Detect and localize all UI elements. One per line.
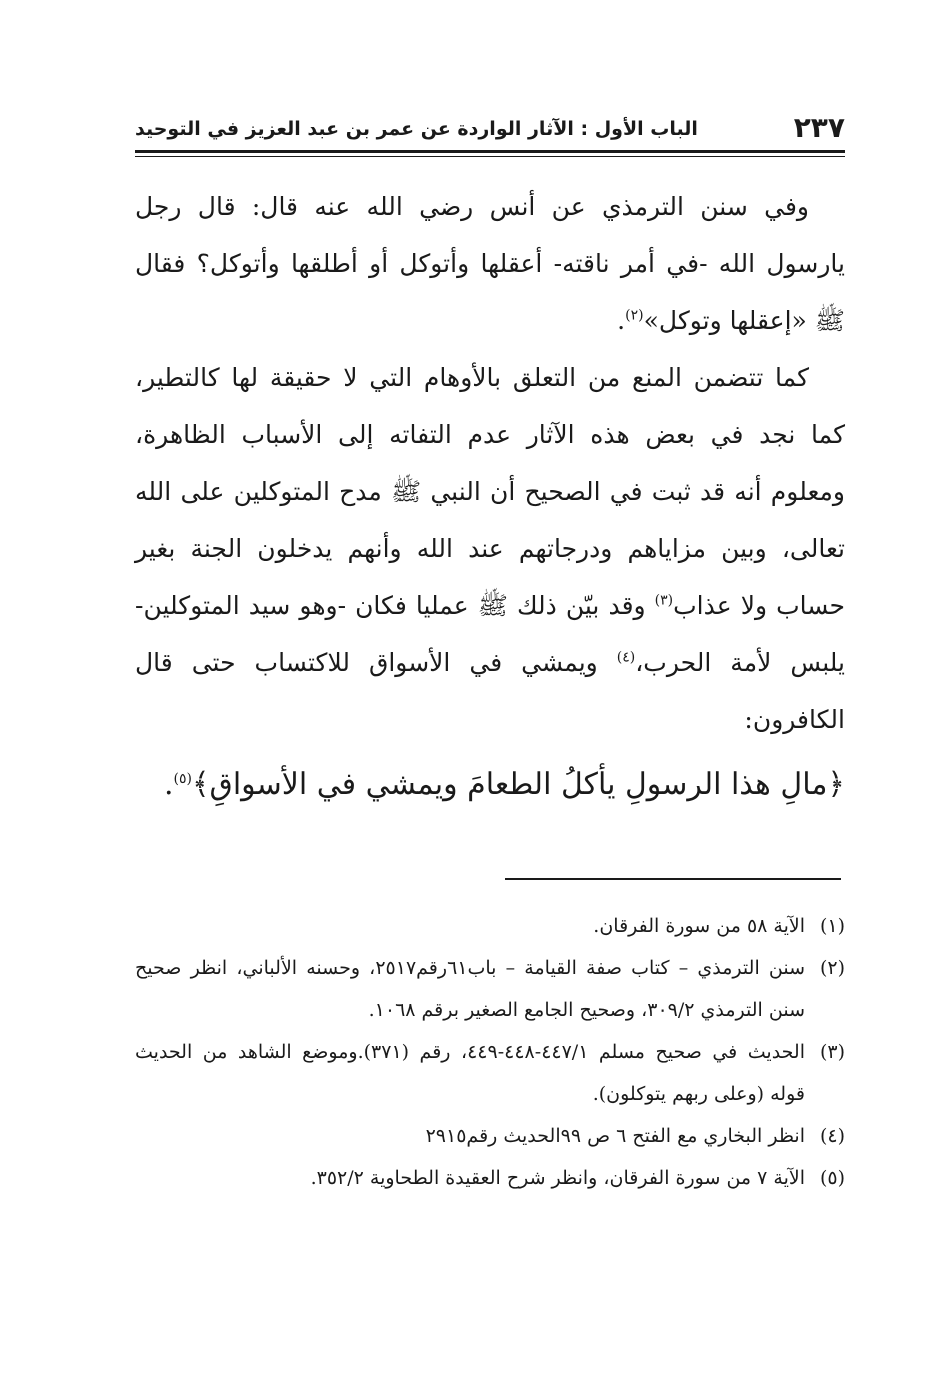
footnote-ref-3[interactable]: (٣) [654,592,674,609]
header-rule-thin [135,156,845,157]
quran-verse-text: ﴿مالِ هذا الرسولِ يأكلُ الطعامَ ويمشي في الأسواقِ﴾ [191,767,845,802]
footnote-5 [135,1157,845,1199]
paragraph-2 [135,349,845,748]
quran-verse [135,752,845,818]
footnote-text: الآية ٧ من سورة الفرقان، وانظر شرح العقيدة الطحاوية ٣٥٢/٢. [310,1167,805,1189]
paragraph-2-part-1: كما تتضمن المنع من التعلق بالأوهام التي لا حقيقة لها كالتطير، كما نجد في بعض هذه الآثار عدم التفاته إلى الأسباب الظاهرة، ومعلوم أنه قد ثبت في الصحيح أن النبي ﷺ مدح المتوكلين على الله تعالى، وبين مزاياهم ودرجاتهم عند الله وأنهم يدخلون الجنة بغير حساب ولا عذاب [135,363,845,620]
footnote-number: (٣) [819,1041,845,1063]
quran-verse-tail: . [163,767,174,802]
footnote-text: سنن الترمذي – كتاب صفة القيامة – باب٦١رقم٢٥١٧، وحسنه الألباني، انظر صحيح سنن الترمذي ٣٠٩/٢، وصحيح الجامع الصغير برقم ١٠٦٨. [135,957,806,1021]
footnote-number: (٥) [819,1167,845,1189]
footnote-text: الآية ٥٨ من سورة الفرقان. [593,915,805,937]
footnote-1 [135,905,845,947]
footnote-number: (١) [819,915,845,937]
paragraph-2-part-2: وقد بيّن ذلك ﷺ عمليا فكان -وهو سيد المتوكلين- يلبس لأمة الحرب، [135,591,845,677]
page-number: ٢٣٧ [793,111,845,144]
running-title: الباب الأول : الآثار الواردة عن عمر بن عبد العزيز في التوحيد [135,118,698,140]
footnote-ref-2[interactable]: (٢) [625,307,644,324]
footnote-3 [135,1031,845,1115]
header-rule-thick [135,150,845,153]
footnote-4 [135,1115,845,1157]
footnote-ref-4[interactable]: (٤) [616,649,636,666]
paragraph-1-tail: . [617,306,626,335]
page-header [135,108,845,150]
footnote-2 [135,947,845,1031]
footnote-ref-5[interactable]: (٥) [173,771,192,787]
paragraph-1-text: وفي سنن الترمذي عن أنس رضي الله عنه قال: قال رجل يارسول الله -في أمر ناقته- أعقلها وأتوكل أو أطلقها وأتوكل؟ فقال ﷺ «إعقلها وتوكل» [135,192,845,335]
main-text [135,178,845,818]
footnote-text: انظر البخاري مع الفتح ٦ ص ٩٩الحديث رقم٢٩١٥ [425,1125,805,1147]
footnote-separator [505,878,841,880]
paragraph-2-part-3: ويمشي في الأسواق للاكتساب حتى قال الكافرون: [135,648,845,734]
footnotes [135,905,845,1199]
footnote-number: (٢) [819,957,845,979]
paragraph-1 [135,178,845,349]
footnote-text: الحديث في صحيح مسلم ٤٤٧/١-٤٤٨-٤٤٩، رقم (٣٧١).وموضع الشاهد من الحديث قوله (وعلى ربهم يتوكلون). [135,1041,805,1105]
footnote-number: (٤) [819,1125,845,1147]
